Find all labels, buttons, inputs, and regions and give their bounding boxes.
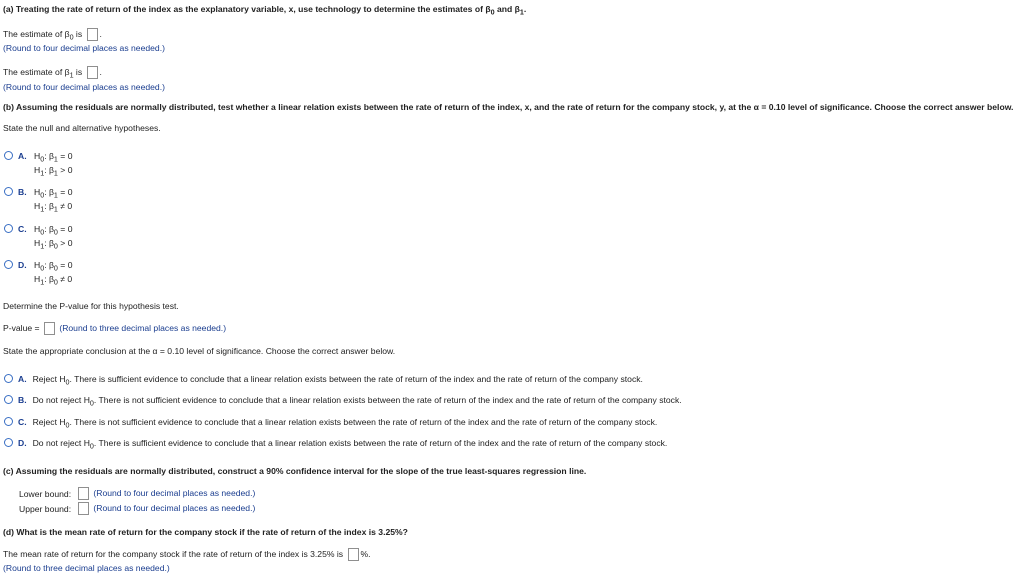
conclusion-option-d[interactable]: D. Do not reject $H_0$. There is sufficient evidence to conclude that a linear relation exists between the rate of return of the index and the rate of return of the company stock. bbox=[4, 437, 667, 453]
hypothesis-d-h1: $H_1$: $\beta_0 \ne 0$ bbox=[34, 274, 73, 287]
part-a-question: (a) Treating the rate of return of the index as the explanatory variable, x, use technology to determine the estimates of $\beta_0$ and $\beta_1$. bbox=[3, 4, 527, 17]
radio-icon[interactable] bbox=[4, 187, 13, 196]
part-d-question: (d) What is the mean rate of return for the company stock if the rate of return of the index is 3.25%? bbox=[3, 527, 408, 537]
upper-bound-input[interactable] bbox=[78, 502, 89, 515]
radio-icon[interactable] bbox=[4, 417, 13, 426]
mean-return-line: The mean rate of return for the company stock if the rate of return of the index is 3.25% is %. bbox=[3, 548, 371, 561]
hypothesis-option-b[interactable]: B. bbox=[4, 186, 33, 198]
radio-icon[interactable] bbox=[4, 438, 13, 447]
hypothesis-a-h1: $H_1$: $\beta_1 > 0$ bbox=[34, 165, 73, 178]
b1-answer-input[interactable] bbox=[87, 66, 98, 79]
pvalue-line: P-value = (Round to three decimal places as needed.) bbox=[3, 322, 226, 335]
conclusion-option-a[interactable]: A. Reject $H_0$. There is sufficient evidence to conclude that a linear relation exists between the rate of return of the index and the rate of return of the company stock. bbox=[4, 373, 643, 389]
mean-return-input[interactable] bbox=[348, 548, 359, 561]
b1-estimate-line: The estimate of $\beta_1$ is . bbox=[3, 67, 102, 80]
hypothesis-option-a[interactable]: A. bbox=[4, 150, 33, 162]
b0-estimate-line: The estimate of $\beta_0$ is . bbox=[3, 29, 102, 42]
conclusion-prompt: State the appropriate conclusion at the α = 0.10 level of significance. Choose the correct answer below. bbox=[3, 346, 396, 356]
part-c-question: (c) Assuming the residuals are normally distributed, construct a 90% confidence interval for the slope of the true least-squares regression line. bbox=[3, 466, 587, 476]
hypothesis-option-c[interactable]: C. bbox=[4, 223, 33, 235]
pvalue-input[interactable] bbox=[44, 322, 55, 335]
b1-round-hint: (Round to four decimal places as needed.) bbox=[3, 82, 165, 92]
hypothesis-d-h0: $H_0$: $\beta_0 = 0$ bbox=[34, 260, 73, 273]
state-hypotheses-prompt: State the null and alternative hypotheses. bbox=[3, 123, 161, 133]
mean-return-hint: (Round to three decimal places as needed.) bbox=[3, 563, 170, 573]
conclusion-option-c[interactable]: C. Reject $H_0$. There is not sufficient evidence to conclude that a linear relation exists between the rate of return of the index and the rate of return of the company stock. bbox=[4, 416, 657, 432]
hypothesis-b-h0: $H_0$: $\beta_1 = 0$ bbox=[34, 187, 73, 200]
hypothesis-c-h0: $H_0$: $\beta_0 = 0$ bbox=[34, 224, 73, 237]
radio-icon[interactable] bbox=[4, 374, 13, 383]
radio-icon[interactable] bbox=[4, 395, 13, 404]
hypothesis-a-h0: $H_0$: $\beta_1 = 0$ bbox=[34, 151, 73, 164]
b0-answer-input[interactable] bbox=[87, 28, 98, 41]
part-b-question: (b) Assuming the residuals are normally distributed, test whether a linear relation exists between the rate of return of the index, x, and the rate of return for the company stock, y, at the α = 0.10 level of significance. Choose the correct answer below. bbox=[3, 102, 1014, 112]
radio-icon[interactable] bbox=[4, 151, 13, 160]
conclusion-option-b[interactable]: B. Do not reject $H_0$. There is not sufficient evidence to conclude that a linear relation exists between the rate of return of the index and the rate of return of the company stock. bbox=[4, 394, 682, 410]
b0-round-hint: (Round to four decimal places as needed.) bbox=[3, 43, 165, 53]
hypothesis-b-h1: $H_1$: $\beta_1 \ne 0$ bbox=[34, 201, 73, 214]
radio-icon[interactable] bbox=[4, 260, 13, 269]
pvalue-prompt: Determine the P-value for this hypothesis test. bbox=[3, 301, 179, 311]
lower-bound-input[interactable] bbox=[78, 487, 89, 500]
radio-icon[interactable] bbox=[4, 224, 13, 233]
hypothesis-option-d[interactable]: D. bbox=[4, 259, 33, 271]
hypothesis-c-h1: $H_1$: $\beta_0 > 0$ bbox=[34, 238, 73, 251]
